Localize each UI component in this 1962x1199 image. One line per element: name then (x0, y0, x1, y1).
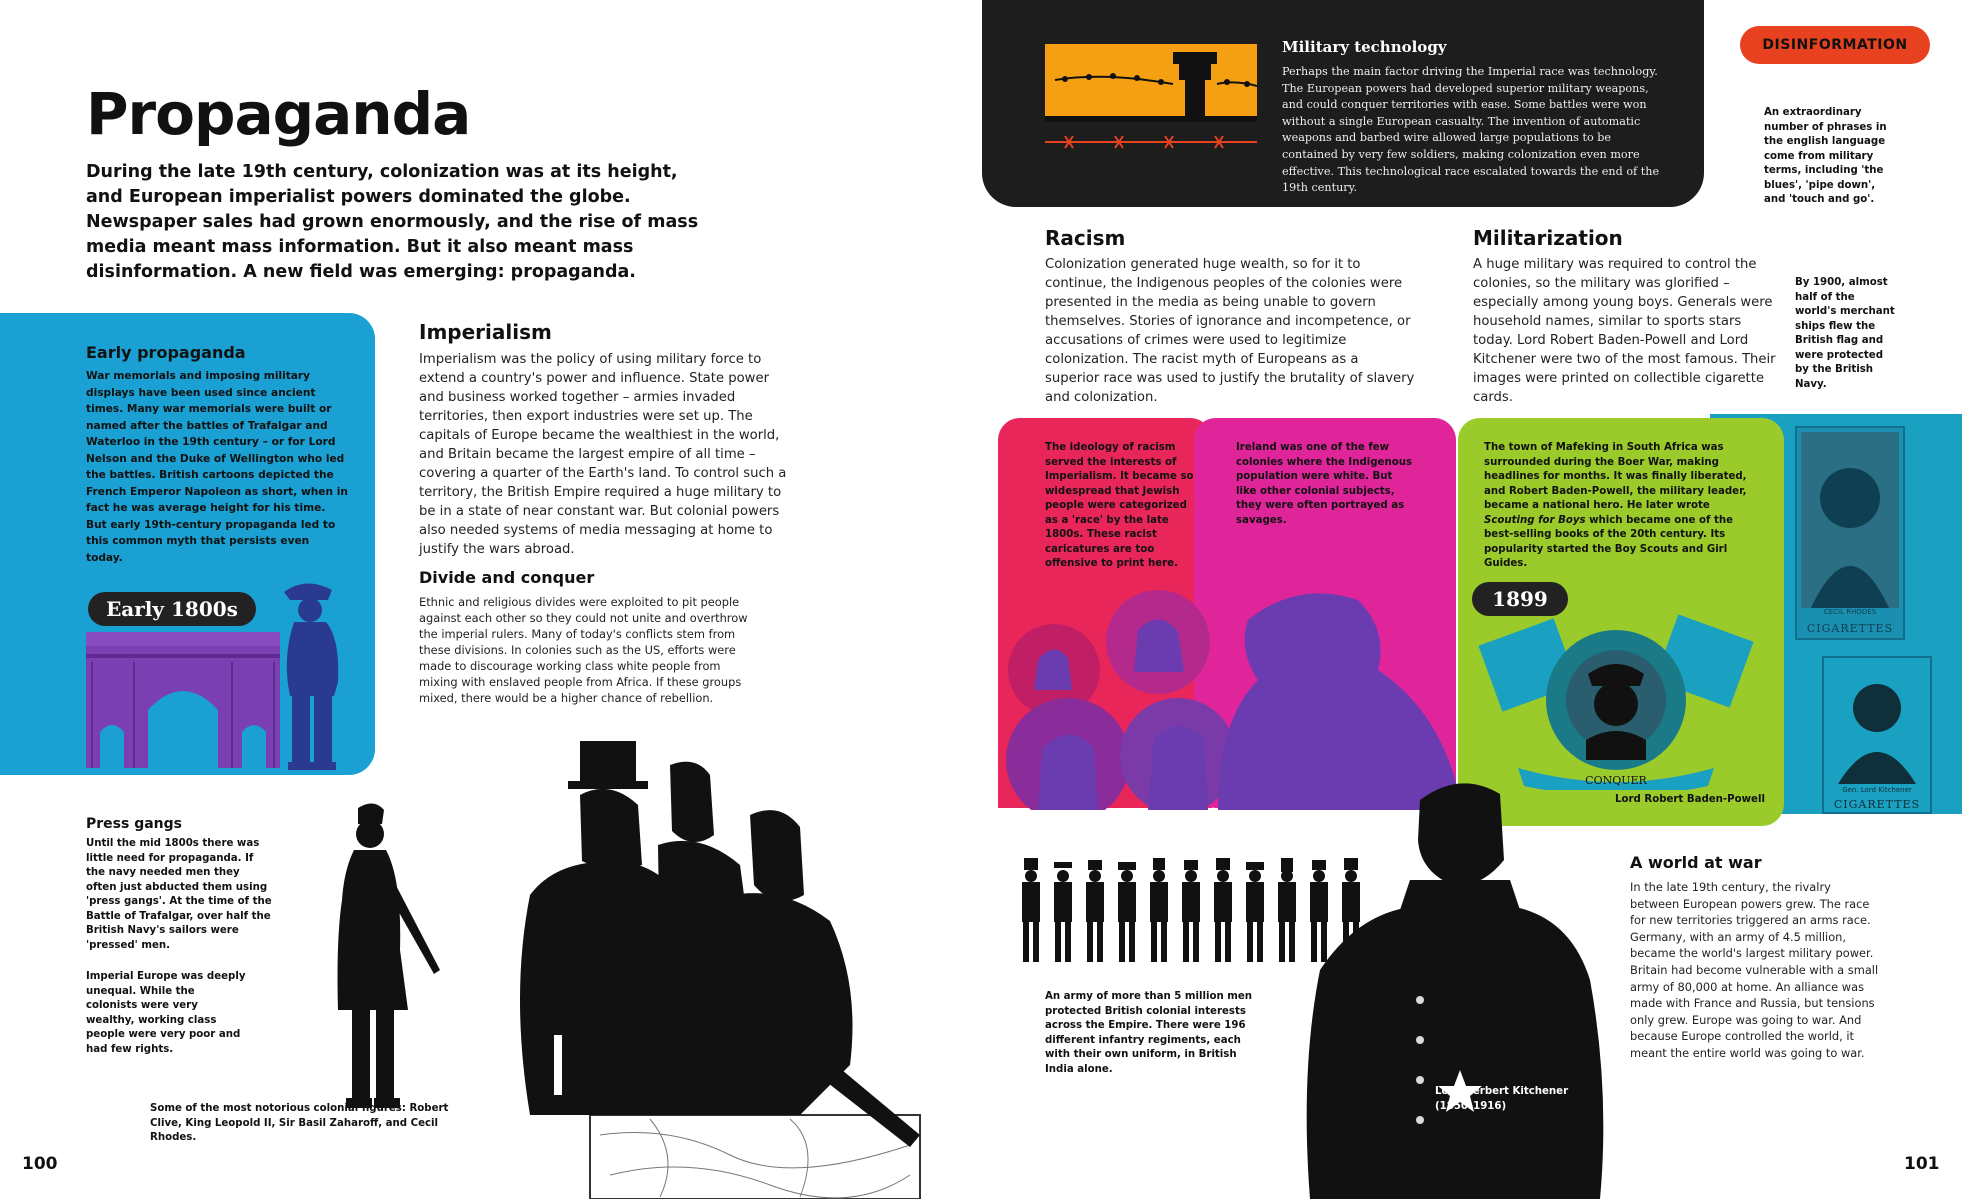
kitchener-dates: (1850–1916) (1435, 1101, 1507, 1112)
page-title: Propaganda (86, 80, 471, 148)
card-top-brand: CIGARETTES (1806, 622, 1894, 635)
colonial-figures-illustration (470, 735, 950, 1199)
watchtower-illustration (1045, 44, 1257, 160)
card-bottom-name: Gen. Lord Kitchener (1842, 786, 1912, 794)
press-gangs-heading: Press gangs (86, 816, 182, 832)
divide-and-conquer-heading: Divide and conquer (419, 568, 595, 587)
early-propaganda-text: War memorials and imposing military displays have been used since ancient times. Many war memorials were built or named after the battles of Trafalgar and Waterloo in the 19th century – or for Lord Nelson and the Duke of Wellington who led the battles. British cartoons depicted the French Emperor Napoleon as short, when in fact he was average height for his time. But early 19th-century propaganda led to this common myth that persists even today. (86, 370, 348, 564)
baden-powell-crest (1478, 590, 1754, 790)
world-at-war-text: In the late 19th century, the rivalry between European powers grew. The race for new territories triggered an arms race. Germany, with an army of 4.5 million, became the world's largest military power. Britain had become vulnerable with a small army of 80,000 at home. An alliance was made with France and Russia, but tensions only grew. Europe was going to war. And because Europe controlled the world, it meant the entire world was going to war. (1630, 880, 1879, 1060)
disinformation-badge: DISINFORMATION (1740, 26, 1930, 64)
portrait-rhodes-icon (1797, 428, 1903, 614)
military-technology-text: Perhaps the main factor driving the Imperial race was technology. The European powers had developed superior military weapons, and could conquer territories with ease. Some battles were won without a single European casualty. The invention of automatic weapons and barbed wire allowed large populations to be contained by very few soldiers, making colonization even more effective. This technological race escalated towards the end of the 19th century. (1282, 65, 1660, 195)
colonial-figures-caption: Some of the most notorious colonial figures: Robert Clive, King Leopold II, Sir Basil Zaharoff, and Cecil Rhodes. (150, 1103, 449, 1143)
militarization-heading: Militarization (1473, 226, 1623, 250)
intro-paragraph: During the late 19th century, colonization was at its height, and European imperialist powers dominated the globe. Newspaper sales had grown enormously, and the rise of mass media meant mass information. But it also meant mass disinformation. A new field was emerging: propaganda. (86, 162, 699, 282)
divide-and-conquer-text: Ethnic and religious divides were exploited to pit people against each other so they could not unite and overthrow the imperial rulers. Many of today's conflicts stem from these divisions. In colonies such as the US, efforts were made to discourage working class white people from mixing with enslaved people from Africa. If these groups mixed, there would be a higher chance of rebellion. (419, 595, 748, 705)
racism-ideology-caption: The ideology of racism served the interests of Imperialism. It became so widespread that Jewish people were categorized as a 'race' by the late 1800s. These racist caricatures are too offensive to print here. (1045, 442, 1194, 569)
cigarette-card-top (1795, 426, 1905, 640)
scouting-for-boys-title: Scouting for Boys (1484, 514, 1586, 526)
triumphal-arch-illustration (86, 632, 280, 768)
press-gangs-text: Until the mid 1800s there was little need for propaganda. If the navy needed men they often just abducted them using 'press gangs'. At the time of the Battle of Trafalgar, over half the British Navy's sailors were 'pressed' men. (86, 838, 272, 951)
crest-motto: CONQUER (1585, 774, 1647, 787)
mafeking-text-start: The town of Mafeking in South Africa was surrounded during the Boer War, making headlines for months. It was finally liberated, and Robert Baden-Powell, the military leader, became a national hero. He later wrote (1484, 442, 1747, 511)
early-propaganda-heading: Early propaganda (86, 343, 246, 362)
merchant-ships-caption: By 1900, almost half of the world's merchant ships flew the British flag and were protected by the British Navy. (1795, 277, 1895, 390)
army-caption: An army of more than 5 million men protected British colonial interests across the Empire. There were 196 different infantry regiments, each with their own uniform, in British India alone. (1045, 991, 1253, 1075)
racism-text: Colonization generated huge wealth, so for it to continue, the Indigenous peoples of the colonies were presented in the media as being unable to govern themselves. Stories of ignorance and incompetence, or accusations of crimes were used to legitimize colonization. The racist myth of Europeans as a superior race was used to justify the brutality of slavery and colonization. (1045, 257, 1415, 405)
mafeking-text-end: which became one of the best-selling books of the 20th century. Its popularity started the Boy Scouts and Girl Guides. (1484, 514, 1734, 569)
baden-powell-label: Lord Robert Baden-Powell (1615, 794, 1765, 805)
year-1899-badge: 1899 (1472, 582, 1568, 616)
militarization-text: A huge military was required to control the colonies, so the military was glorified – especially among young boys. Generals were household names, similar to sports stars today. Lord Robert Baden-Powell and Lord Kitchener were two of the most famous. Their images were printed on collectible cigarette cards. (1473, 257, 1776, 405)
imperialism-heading: Imperialism (419, 320, 552, 344)
military-technology-heading: Military technology (1282, 38, 1447, 56)
officer-silhouette (318, 800, 448, 1110)
card-bottom-brand: CIGARETTES (1833, 798, 1921, 811)
imperialism-text: Imperialism was the policy of using military force to extend a country's power and influence. State power and business worked together – armies invaded territories, then export industries were set up. The capitals of Europe became the wealthiest in the world, and Britain became the largest empire of all time – covering a quarter of the Earth's land. To control such a territory, the British Empire required a huge military to be in a state of near constant war. But colonial powers also needed systems of media messaging at home to justify the wars abroad. (419, 352, 787, 557)
military-phrases-caption: An extraordinary number of phrases in the english language come from military terms, including 'the blues', 'pipe down', and 'touch and go'. (1764, 107, 1887, 205)
cigarette-card-bottom (1822, 656, 1932, 814)
racism-heading: Racism (1045, 226, 1126, 250)
napoleon-silhouette (276, 578, 350, 770)
kitchener-label: Lord Herbert Kitchener (1435, 1086, 1569, 1097)
ireland-caption: Ireland was one of the few colonies where the Indigenous population were white. But like other colonial subjects, they were often portrayed as savages. (1236, 442, 1413, 526)
early-1800s-badge: Early 1800s (88, 592, 256, 626)
world-at-war-heading: A world at war (1630, 853, 1762, 872)
page-number-right: 101 (1904, 1154, 1940, 1174)
unequal-caption: Imperial Europe was deeply unequal. While the colonists were very wealthy, working class people were very poor and had few rights. (86, 971, 246, 1055)
page-number-left: 100 (22, 1154, 58, 1174)
card-top-name: CECIL RHODES (1823, 608, 1877, 616)
kitchener-silhouette (1290, 770, 1620, 1199)
mafeking-caption (1484, 441, 1756, 572)
portrait-kitchener-icon (1824, 658, 1930, 788)
